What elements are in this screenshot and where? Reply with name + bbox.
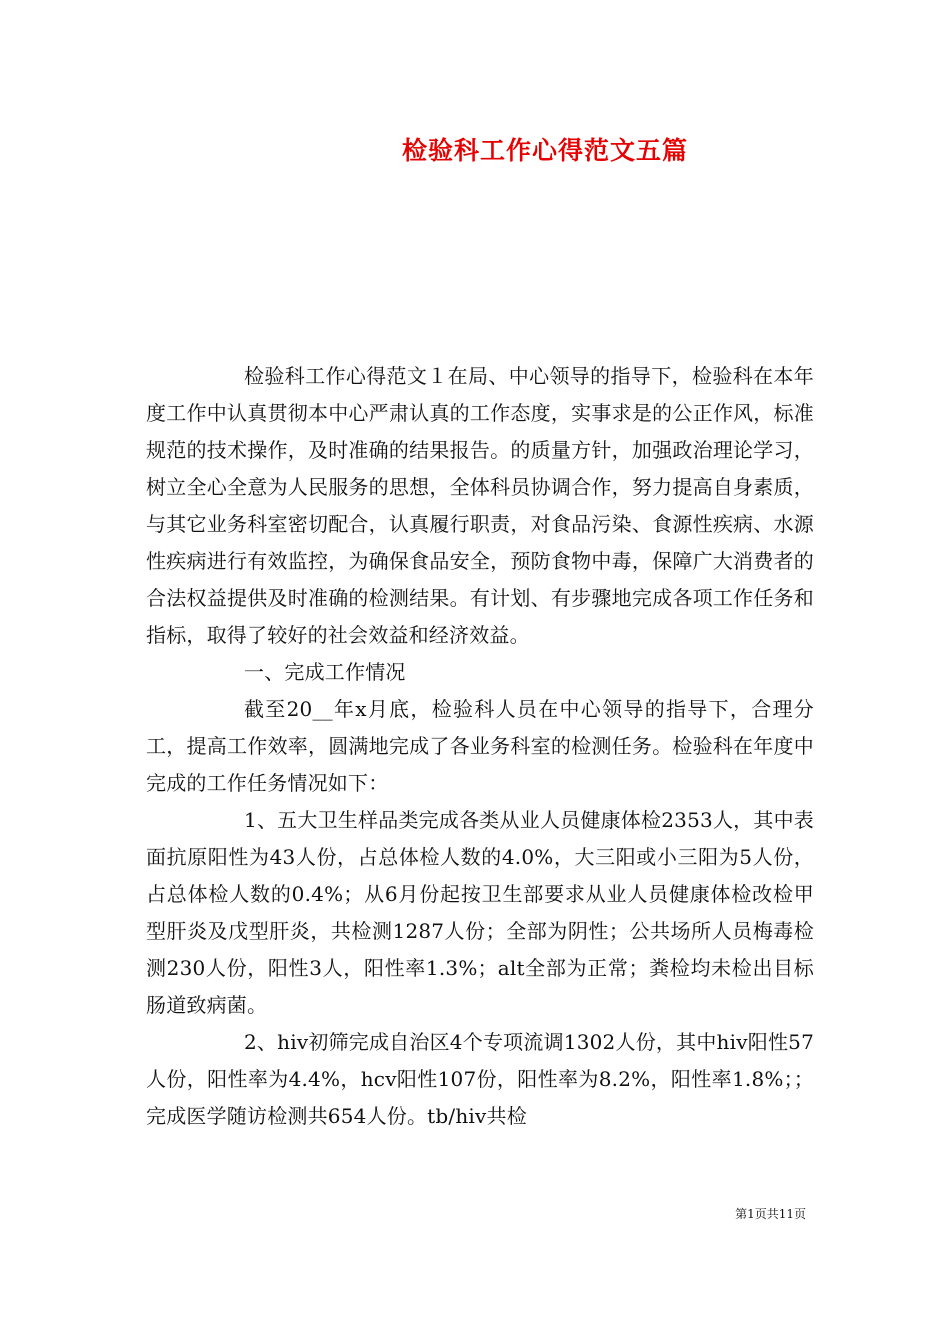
section-heading: 一、完成工作情况 — [244, 660, 406, 684]
document-body — [146, 358, 814, 1135]
paragraph-summary: 截至20__年x月底，检验科人员在中心领导的指导下，合理分工，提高工作效率，圆满地完成了各业务科室的检测任务。检验科在年度中完成的工作任务情况如下： — [146, 697, 814, 795]
paragraph-item-1: 1、五大卫生样品类完成各类从业人员健康体检2353人，其中表面抗原阳性为43人份，占总体检人数的4.0%，大三阳或小三阳为5人份，占总体检人数的0.4%；从6月份起按卫生部要求从业人员健康体检改检甲型肝炎及戊型肝炎，共检测1287人份；全部为阴性；公共场所人员梅毒检测230人份，阳性3人，阳性率1.3%；alt全部为正常；粪检均未检出目标肠道致病菌。 — [146, 808, 814, 1017]
paragraph-intro: 检验科工作心得范文１在局、中心领导的指导下，检验科在本年度工作中认真贯彻本中心严肃认真的工作态度，实事求是的公正作风，标准规范的技术操作，及时准确的结果报告。的质量方针，加强政治理论学习，树立全心全意为人民服务的思想，全体科员协调合作，努力提高自身素质，与其它业务科室密切配合，认真履行职责，对食品污染、食源性疾病、水源性疾病进行有效监控，为确保食品安全，预防食物中毒，保障广大消费者的合法权益提供及时准确的检测结果。有计划、有步骤地完成各项工作任务和指标，取得了较好的社会效益和经济效益。 — [146, 364, 814, 647]
paragraph-item-2: 2、hiv初筛完成自治区4个专项流调1302人份，其中hiv阳性57人份，阳性率为4.4%，hcv阳性107份，阳性率为8.2%，阳性率1.8%；；完成医学随访检测共654人份。tb/hiv共检 — [146, 1030, 814, 1128]
page-number: 第1页共11页 — [735, 1207, 806, 1221]
document-title: 检验科工作心得范文五篇 — [401, 136, 688, 165]
